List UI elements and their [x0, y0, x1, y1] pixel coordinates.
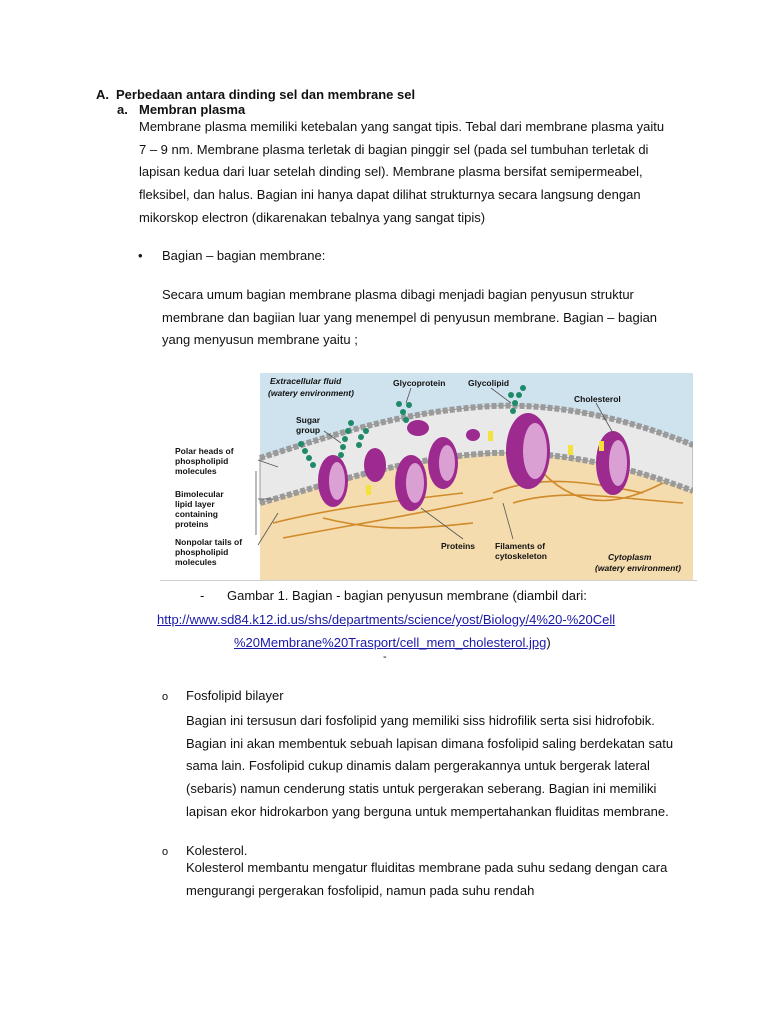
label-sugar-2: group — [296, 425, 321, 435]
fosfolipid-heading — [162, 688, 284, 703]
label-cytoplasm-2: (watery environment) — [595, 563, 681, 573]
bullet-text: Bagian – bagian membrane: — [162, 248, 326, 263]
label-cholesterol: Cholesterol — [574, 394, 621, 404]
section-heading-number: A. — [96, 87, 109, 102]
section-heading-text: Perbedaan antara dinding sel dan membrane sel — [116, 87, 416, 102]
kolesterol-heading — [162, 843, 247, 858]
bullet-item — [138, 248, 325, 263]
label-polar-1: Polar heads of — [175, 446, 234, 456]
caption-dash: - — [200, 588, 205, 603]
label-extracellular-1: Extracellular fluid — [270, 376, 342, 386]
kolesterol-body: Kolesterol membantu mengatur fluiditas membrane pada suhu sedang dengan cara mengurangi pergerakan fosfolipid, namun pada suhu rendah — [186, 860, 668, 898]
fosfolipid-body: Bagian ini tersusun dari fosfolipid yang memiliki siss hidrofilik serta sisi hidrofobik. Bagian ini akan membentuk sebuah lapisan dimana fosfolipid saling berdekatan satu sama lain. Fosfolipid cukup dinamis dalam pergerakannya untuk bergerak lateral (sebaris) namun cenderung statis untuk pergerakan seberang. Bagian ini memiliki lapisan ekor hidrokarbon yang berguna untuk mempertahankan fluiditas membrane. — [186, 713, 674, 819]
fosfolipid-title: Fosfolipid bilayer — [186, 688, 284, 703]
label-bimol-2: lipid layer — [175, 499, 215, 509]
separator-dash: - — [383, 651, 387, 663]
bullet-dot: • — [138, 248, 143, 263]
bullet-paragraph: Secara umum bagian membrane plasma dibagi menjadi bagian penyusun struktur membrane dan bagiian luar yang menempel di penyusun membrane. Bagian – bagian yang menyusun membrane yaitu ; — [162, 287, 658, 348]
label-glycolipid: Glycolipid — [468, 378, 510, 388]
label-bimol-3: containing — [175, 509, 218, 519]
label-sugar-1: Sugar — [296, 415, 321, 425]
source-link-line-2-wrap — [234, 635, 551, 650]
subsection-heading-text: Membran plasma — [139, 102, 246, 117]
label-polar-3: molecules — [175, 466, 217, 476]
label-proteins: Proteins — [441, 541, 476, 551]
link-close-paren: ) — [546, 635, 551, 650]
section-heading — [96, 87, 415, 102]
source-link-line-1[interactable]: http://www.sd84.k12.id.us/shs/departments/science/yost/Biology/4%20-%20Cell — [157, 612, 616, 627]
label-extracellular-2: (watery environment) — [268, 388, 354, 398]
label-nonpolar-3: molecules — [175, 557, 217, 567]
kolesterol-bullet: o — [162, 846, 169, 858]
subsection-heading-number: a. — [117, 102, 128, 117]
figure-caption — [200, 588, 587, 603]
figure-divider — [160, 580, 697, 581]
label-glycoprotein: Glycoprotein — [393, 378, 446, 388]
label-filaments-2: cytoskeleton — [495, 551, 547, 561]
label-cytoplasm-1: Cytoplasm — [608, 552, 652, 562]
intro-paragraph: Membrane plasma memiliki ketebalan yang sangat tipis. Tebal dari membrane plasma yaitu 7 – 9 nm. Membrane plasma terletak di bagian pinggir sel (pada sel tumbuhan terletak di lapisan kedua dari luar setelah dinding sel). Membrane plasma bersifat semipermeabel, fleksibel, dan halus. Bagian ini hanya dapat dilihat strukturnya secara langsung dengan mikorskop electron (dikarenakan tebalnya yang sangat tipis) — [139, 119, 665, 225]
kolesterol-title: Kolesterol. — [186, 843, 248, 858]
source-link-line-2[interactable]: %20Membrane%20Trasport/cell_mem_cholesterol.jpg — [234, 635, 547, 650]
label-bimol-4: proteins — [175, 519, 209, 529]
label-nonpolar-1: Nonpolar tails of — [175, 537, 243, 547]
subsection-heading — [117, 102, 245, 117]
label-filaments-1: Filaments of — [495, 541, 546, 551]
fosfolipid-bullet: o — [162, 691, 169, 703]
membrane-diagram — [163, 373, 693, 580]
caption-text: Gambar 1. Bagian - bagian penyusun membrane (diambil dari: — [227, 588, 587, 603]
label-bimol-1: Bimolecular — [175, 489, 224, 499]
label-nonpolar-2: phospholipid — [175, 547, 229, 557]
label-polar-2: phospholipid — [175, 456, 229, 466]
